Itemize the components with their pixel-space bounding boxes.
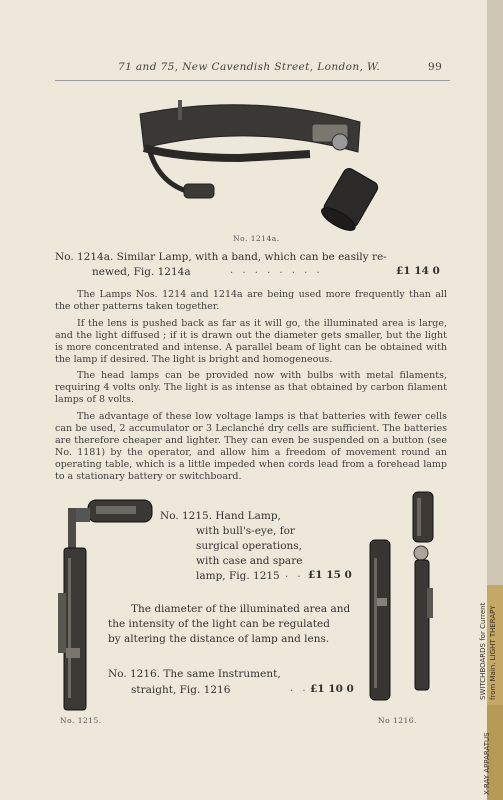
item-1215-leaders: . . (285, 569, 304, 580)
item-1216-line2: straight, Fig. 1216 (131, 684, 231, 696)
note-line3: by altering the distance of lamp and lens. (108, 633, 330, 645)
item-1214a-line2: newed, Fig. 1214a (92, 266, 191, 278)
item-1215-line5: lamp, Fig. 1215 (196, 570, 280, 582)
figure-caption-1215: No. 1215. (60, 716, 102, 725)
figure-caption-1214a: No. 1214a. (233, 234, 280, 243)
head-lamp-band-illustration (120, 92, 390, 232)
straight-instrument-1216-illustration (365, 488, 445, 710)
paragraph-lens: If the lens is pushed back as far as it will go, the illuminated area is large, and the light diffused ; if it is drawn out the diameter gets smaller, but the light is more concentrated and intense. A parallel beam of light can be obtained with the lamp if desired. The light is bright and homogeneous. (55, 318, 447, 365)
note-line1: The diameter of the illuminated area and (131, 603, 351, 615)
header-address: 71 and 75, New Cavendish Street, London, W. (118, 61, 381, 73)
item-1215-line3: surgical operations, (196, 540, 303, 552)
paragraph-batteries: The advantage of these low voltage lamps is that batteries with fewer cells can be used, 2 accumulator or 3 Leclanché dry cells are sufficient. The batteries are therefore cheaper and lighter. They can even be suspended on a button (see No. 1181) by the operator, and allow him a freedom of movement round an operating table, which is a little impeded when cords lead from a forehead lamp to a stationary battery or switchboard. (55, 411, 447, 482)
side-tab-text-3: X-RAY APPARATUS (483, 732, 491, 795)
item-1216-line1: No. 1216. The same Instrument, (108, 668, 281, 680)
figure-caption-1216: No 1216. (378, 716, 417, 725)
header-rule (55, 80, 450, 81)
side-tab-text-1: SWITCHBOARDS for Current (479, 602, 487, 700)
side-tab-text-2: from Main. LIGHT THERAPY (489, 605, 497, 700)
paragraph-bulbs: The head lamps can be provided now with bulbs with metal filaments, requiring 4 volts only. The light is as intense as that obtained by carbon filament lamps of 8 volts. (55, 370, 447, 405)
paragraph-popularity: The Lamps Nos. 1214 and 1214a are being used more frequently than all the other patterns taken together. (55, 289, 447, 312)
note-line2: the intensity of the light can be regulated (108, 618, 330, 630)
item-1215-line1: No. 1215. Hand Lamp, (160, 510, 281, 522)
item-1216-price: £1 10 0 (310, 683, 354, 695)
item-1216-leaders: . . (290, 683, 309, 694)
item-1215-line4: with case and spare (196, 555, 303, 567)
page-number: 99 (428, 61, 443, 73)
item-1214a-line1: No. 1214a. Similar Lamp, with a band, which can be easily re- (55, 251, 387, 263)
item-1214a-price: £1 14 0 (396, 265, 440, 277)
item-1214a-leaders: . . . . . . . . (230, 265, 323, 276)
item-1215-line2: with bull's-eye, for (196, 525, 295, 537)
item-1215-price: £1 15 0 (308, 569, 352, 581)
